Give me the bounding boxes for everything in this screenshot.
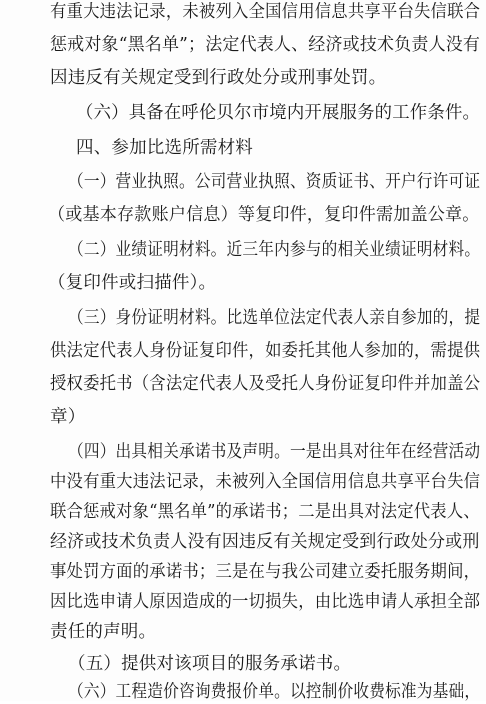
body-line: （一）营业执照。公司营业执照、资质证书、开户行许可证 [68,172,481,192]
body-line: 惩戒对象“黑名单”；法定代表人、经济或技术负责人没有 [50,35,481,55]
body-line: （五）提供对该项目的服务承诺书。 [68,654,352,674]
body-line: （二）业绩证明材料。近三年内参与的相关业绩证明材料。 [68,240,481,260]
body-line: （三）身份证明材料。比选单位法定代表人亲自参加的，提 [68,308,481,328]
body-line: 责任的声明。 [50,622,157,642]
body-line: 章） [50,407,86,427]
body-line: （复印件或扫描件）。 [48,273,217,293]
body-line: （六）工程造价咨询费报价单。以控制价收费标准为基础， [68,682,481,702]
body-line: 供法定代表人身份证复印件，如委托其他人参加的，需提供 [50,341,481,361]
body-line: 中没有重大违法记录，未被列入全国信用信息共享平台失信 [50,472,481,492]
body-line: 因比选申请人原因造成的一切损失，由比选申请人承担全部 [50,592,481,612]
body-line: （四）出具相关承诺书及声明。一是出具对往年在经营活动 [68,442,481,462]
body-line: 因违反有关规定受到行政处分或刑事处罚。 [50,68,387,88]
body-line: （或基本存款账户信息）等复印件，复印件需加盖公章。 [48,205,480,225]
section-heading: 四、参加比选所需材料 [76,138,253,158]
body-line: 授权委托书（含法定代表人及受托人身份证复印件并加盖公 [50,374,481,394]
body-line: 经济或技术负责人没有因违反有关规定受到行政处分或刑 [50,532,480,552]
body-line: （六）具备在呼伦贝尔市境内开展服务的工作条件。 [76,103,481,123]
body-line: 事处罚方面的承诺书；三是在与我公司建立委托服务期间， [50,562,481,582]
body-line: 有重大违法记录，未被列入全国信用信息共享平台失信联合 [50,2,481,22]
body-line: 联合惩戒对象“黑名单”的承诺书；二是出具对法定代表人、 [50,502,480,522]
